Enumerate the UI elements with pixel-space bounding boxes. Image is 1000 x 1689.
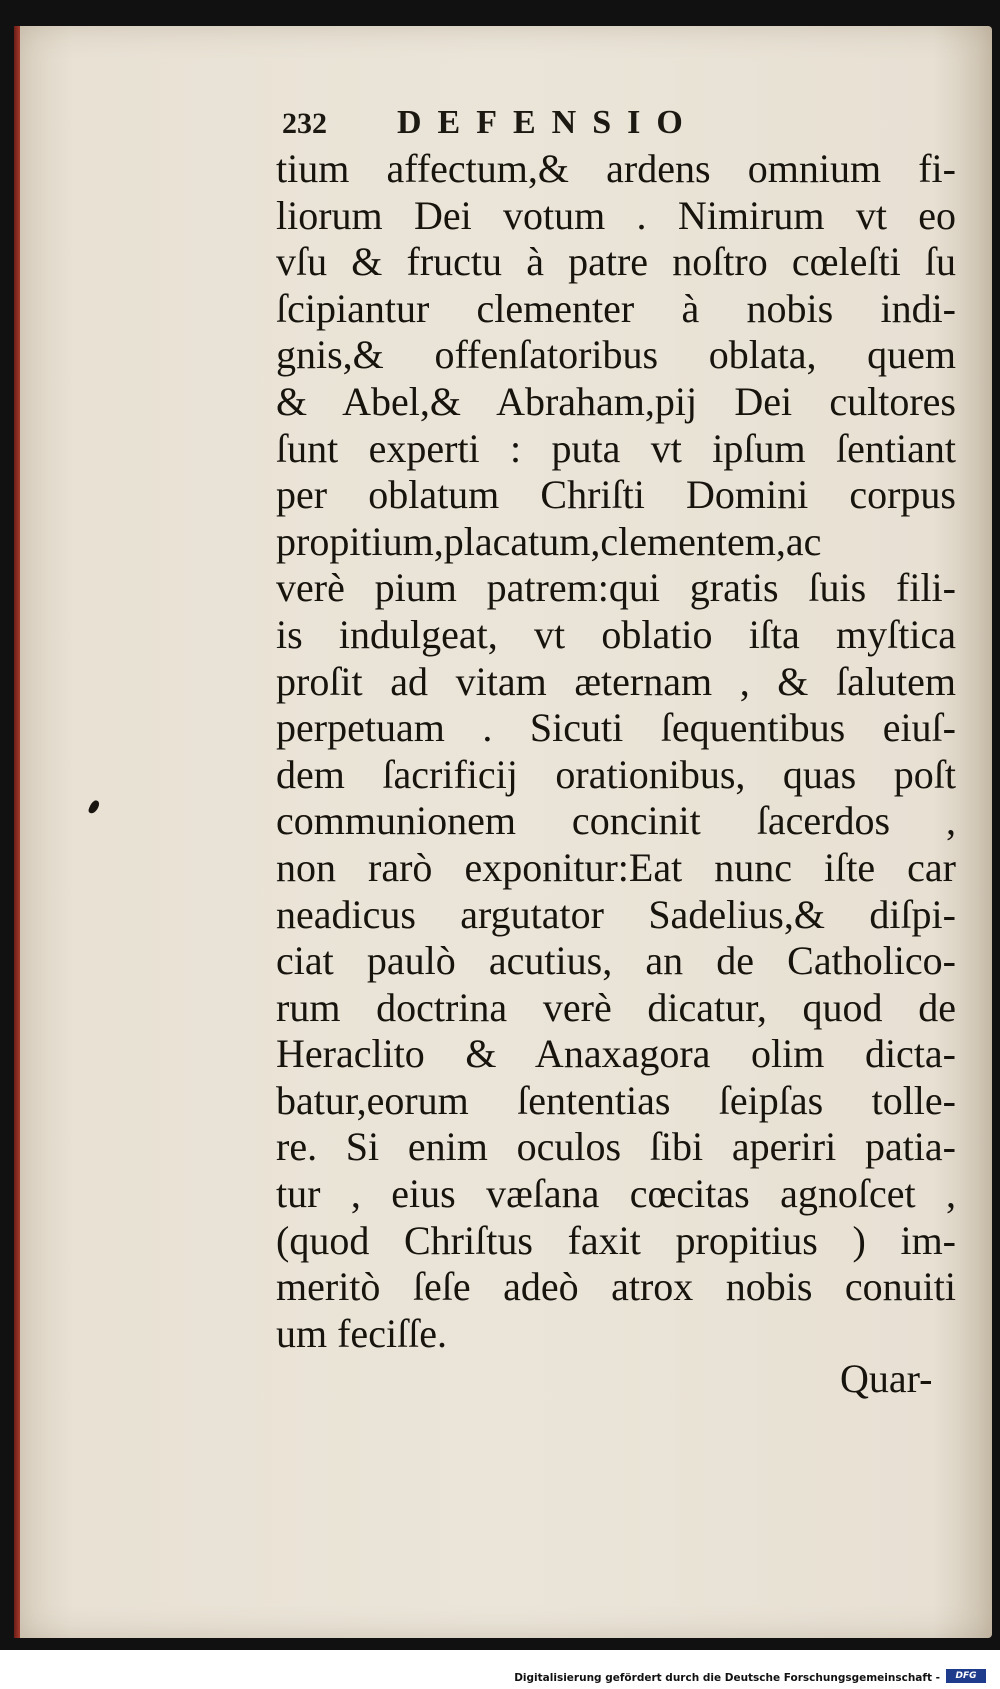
text-line: gnis,& offenſatoribus oblata, quem bbox=[276, 332, 956, 378]
text-line: ciat paulò acutius, an de Catholico- bbox=[276, 938, 956, 984]
text-line: tium affectum,& ardens omnium fi- bbox=[276, 146, 956, 191]
text-line: propitium,placatum,clementem,ac bbox=[276, 518, 822, 564]
text-line: proſit ad vitam æternam , & ſalutem bbox=[276, 658, 956, 704]
text-line: Heraclito & Anaxagora olim dicta- bbox=[276, 1031, 956, 1077]
text-line: ſcipiantur clementer à nobis indi- bbox=[276, 285, 956, 331]
text-line: liorum Dei votum . Nimirum vt eo bbox=[276, 192, 956, 238]
text-line: per oblatum Chriſti Domini corpus bbox=[276, 472, 956, 518]
text-line: batur,eorum ſententias ſeipſas tolle- bbox=[276, 1077, 956, 1123]
text-line: meritò ſeſe adeò atrox nobis conuiti bbox=[276, 1264, 956, 1310]
text-line: (quod Chriſtus faxit propitius ) im- bbox=[276, 1217, 956, 1263]
page-edge bbox=[14, 26, 20, 1638]
text-line: perpetuam . Sicuti ſequentibus eiuſ- bbox=[276, 705, 956, 751]
text-line: tur , eius væſana cœcitas agnoſcet , bbox=[276, 1171, 956, 1217]
text-line: neadicus argutator Sadelius,& diſpi- bbox=[276, 891, 956, 937]
page-header bbox=[282, 104, 902, 148]
running-head: DEFENSIO bbox=[397, 104, 699, 141]
text-line: ſunt experti : puta vt ipſum ſentiant bbox=[276, 425, 956, 471]
text-line: is indulgeat, vt oblatio iſta myſtica bbox=[276, 611, 956, 657]
text-line: verè pium patrem:qui gratis ſuis fili- bbox=[276, 565, 956, 611]
text-line: & Abel,& Abraham,pij Dei cultores bbox=[276, 378, 956, 424]
text-line: re. Si enim oculos ſibi aperiri patia- bbox=[276, 1124, 956, 1170]
text-line: vſu & fructu à patre noſtro cœleſti ſu bbox=[276, 239, 956, 285]
text-line: dem ſacrificij orationibus, quas poſt bbox=[276, 751, 956, 797]
digitization-credit: Digitalisierung gefördert durch die Deutsche Forschungsgemeinschaft - bbox=[514, 1672, 940, 1684]
body-text bbox=[276, 146, 956, 1357]
catchword: Quar- bbox=[840, 1356, 933, 1401]
text-line: communionem concinit ſacerdos , bbox=[276, 798, 956, 844]
text-line: non rarò exponitur:Eat nunc iſte car bbox=[276, 844, 956, 890]
page-number: 232 bbox=[282, 107, 327, 140]
dfg-logo: DFG bbox=[946, 1669, 986, 1683]
text-line: rum doctrina verè dicatur, quod de bbox=[276, 984, 956, 1030]
text-line-last: um feciſſe. bbox=[276, 1310, 448, 1356]
